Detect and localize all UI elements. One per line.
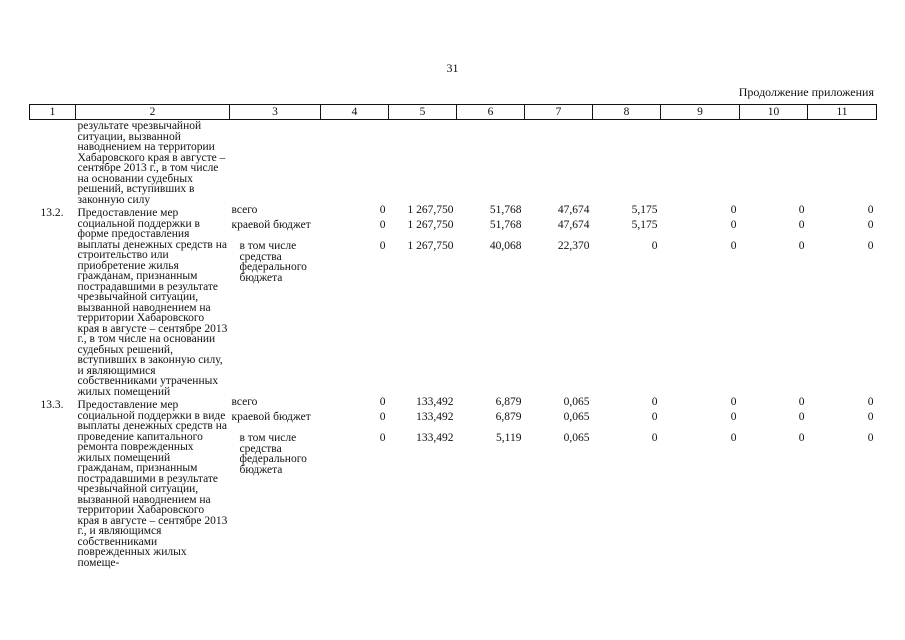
value-cell: 0 [651, 411, 658, 423]
column-header-5: 5 [389, 105, 457, 120]
value-cell: 0,065 [563, 432, 590, 444]
value-cell: 51,768 [489, 204, 522, 216]
col6-values [457, 205, 525, 397]
value-cell: 0 [379, 204, 386, 216]
funding-source-federal: в том числе средства федерального бюджета [239, 432, 307, 476]
col9-values [661, 205, 740, 397]
value-cell: 6,879 [495, 411, 522, 423]
funding-source-total: всего [231, 396, 258, 408]
col4-values [321, 397, 389, 568]
value-cell: 47,674 [557, 219, 590, 231]
col7-values [525, 205, 593, 397]
column-header-11: 11 [808, 105, 877, 120]
funding-source-total: всего [231, 204, 258, 216]
column-header-7: 7 [525, 105, 593, 120]
value-cell: 0 [867, 396, 874, 408]
value-cell: 40,068 [489, 240, 522, 252]
col5-values [389, 205, 457, 397]
column-header-3: 3 [230, 105, 321, 120]
item-number: 13.3. [40, 399, 64, 411]
funding-source-federal: в том числе средства федерального бюджета [239, 240, 307, 284]
page-number: 31 [446, 61, 459, 75]
col11-values [808, 397, 877, 568]
value-cell: 0 [867, 240, 874, 252]
value-cell: 0 [798, 396, 805, 408]
value-cell: 5,119 [496, 432, 522, 444]
col5-values [389, 397, 457, 568]
value-cell: 133,492 [416, 432, 454, 444]
value-cell: 0 [379, 219, 386, 231]
value-cell: 0 [730, 219, 737, 231]
value-cell: 1 267,750 [407, 204, 454, 216]
col10-values [740, 397, 808, 568]
value-cell: 0 [379, 240, 386, 252]
value-cell: 1 267,750 [407, 219, 454, 231]
value-cell: 0 [730, 240, 737, 252]
item-number: 13.2. [40, 207, 64, 219]
value-cell: 0 [379, 411, 386, 423]
value-cell: 0 [798, 204, 805, 216]
value-cell: 0 [798, 240, 805, 252]
col4-values [321, 205, 389, 397]
value-cell: 133,492 [416, 396, 454, 408]
value-cell: 0 [379, 432, 386, 444]
value-cell: 0 [798, 219, 805, 231]
value-cell: 0,065 [563, 396, 590, 408]
column-header-1: 1 [30, 105, 76, 120]
value-cell: 0 [651, 240, 658, 252]
col9-values [661, 397, 740, 568]
value-cell: 0 [867, 411, 874, 423]
funding-source-cell [230, 397, 321, 568]
value-cell: 0 [867, 204, 874, 216]
value-cell: 5,175 [631, 219, 658, 231]
value-cell: 0 [798, 432, 805, 444]
value-cell: 133,492 [416, 411, 454, 423]
value-cell: 0,065 [563, 411, 590, 423]
column-header-4: 4 [321, 105, 389, 120]
value-cell: 0 [651, 432, 658, 444]
col10-values [740, 205, 808, 397]
continued-row-name: результате чрезвычайной ситуации, вызванной наводнением на территории Хабаровского края в августе – сентябре 2013 г., в том числе на основании судебных решений, вступивших в законную силу [77, 120, 226, 206]
continuation-label: Продолжение приложения [738, 85, 874, 99]
value-cell: 0 [867, 432, 874, 444]
col7-values [525, 397, 593, 568]
value-cell: 0 [798, 411, 805, 423]
value-cell: 0 [867, 219, 874, 231]
value-cell: 0 [730, 432, 737, 444]
column-header-9: 9 [661, 105, 740, 120]
value-cell: 6,879 [495, 396, 522, 408]
table-row [30, 205, 877, 397]
col8-values [593, 397, 661, 568]
column-number-row [30, 105, 877, 120]
value-cell: 51,768 [489, 219, 522, 231]
column-header-10: 10 [740, 105, 808, 120]
col8-values [593, 205, 661, 397]
value-cell: 0 [379, 396, 386, 408]
item-name: Предоставление мер социальной поддержки в форме предоставления выплаты денежных средств на строительство или приобретение жилья гражданам, признанным пострадавшими в результате чрезвычайной ситуации, вызванной наводнением на территории Хабаровского края в августе – сентябре 2013 г., в том числе на основании судебных решений, вступивших в законную силу, и являющимися собственниками утраченных жилых помещений [77, 207, 228, 398]
item-name: Предоставление мер социальной поддержки в виде выплаты денежных средств на проведение капитального ремонта поврежденных жилых помещений гражданам, признанным пострадавшими в результате чрезвычайной ситуации, вызванной наводнением на территории Хабаровского края в августе – сентябре 2013 г., и являющимся собственниками поврежденных жилых помеще- [77, 399, 228, 569]
value-cell: 0 [730, 396, 737, 408]
column-header-2: 2 [76, 105, 230, 120]
value-cell: 22,370 [557, 240, 590, 252]
column-header-6: 6 [457, 105, 525, 120]
funding-source-regional: краевой бюджет [231, 219, 311, 231]
funding-source-cell [230, 205, 321, 397]
funding-source-regional: краевой бюджет [231, 411, 311, 423]
value-cell: 47,674 [557, 204, 590, 216]
continued-row [30, 120, 877, 206]
value-cell: 0 [730, 204, 737, 216]
table-row [30, 397, 877, 568]
value-cell: 1 267,750 [407, 240, 454, 252]
value-cell: 0 [730, 411, 737, 423]
col11-values [808, 205, 877, 397]
col6-values [457, 397, 525, 568]
column-header-8: 8 [593, 105, 661, 120]
value-cell: 5,175 [631, 204, 658, 216]
appendix-table [29, 104, 877, 568]
value-cell: 0 [651, 396, 658, 408]
